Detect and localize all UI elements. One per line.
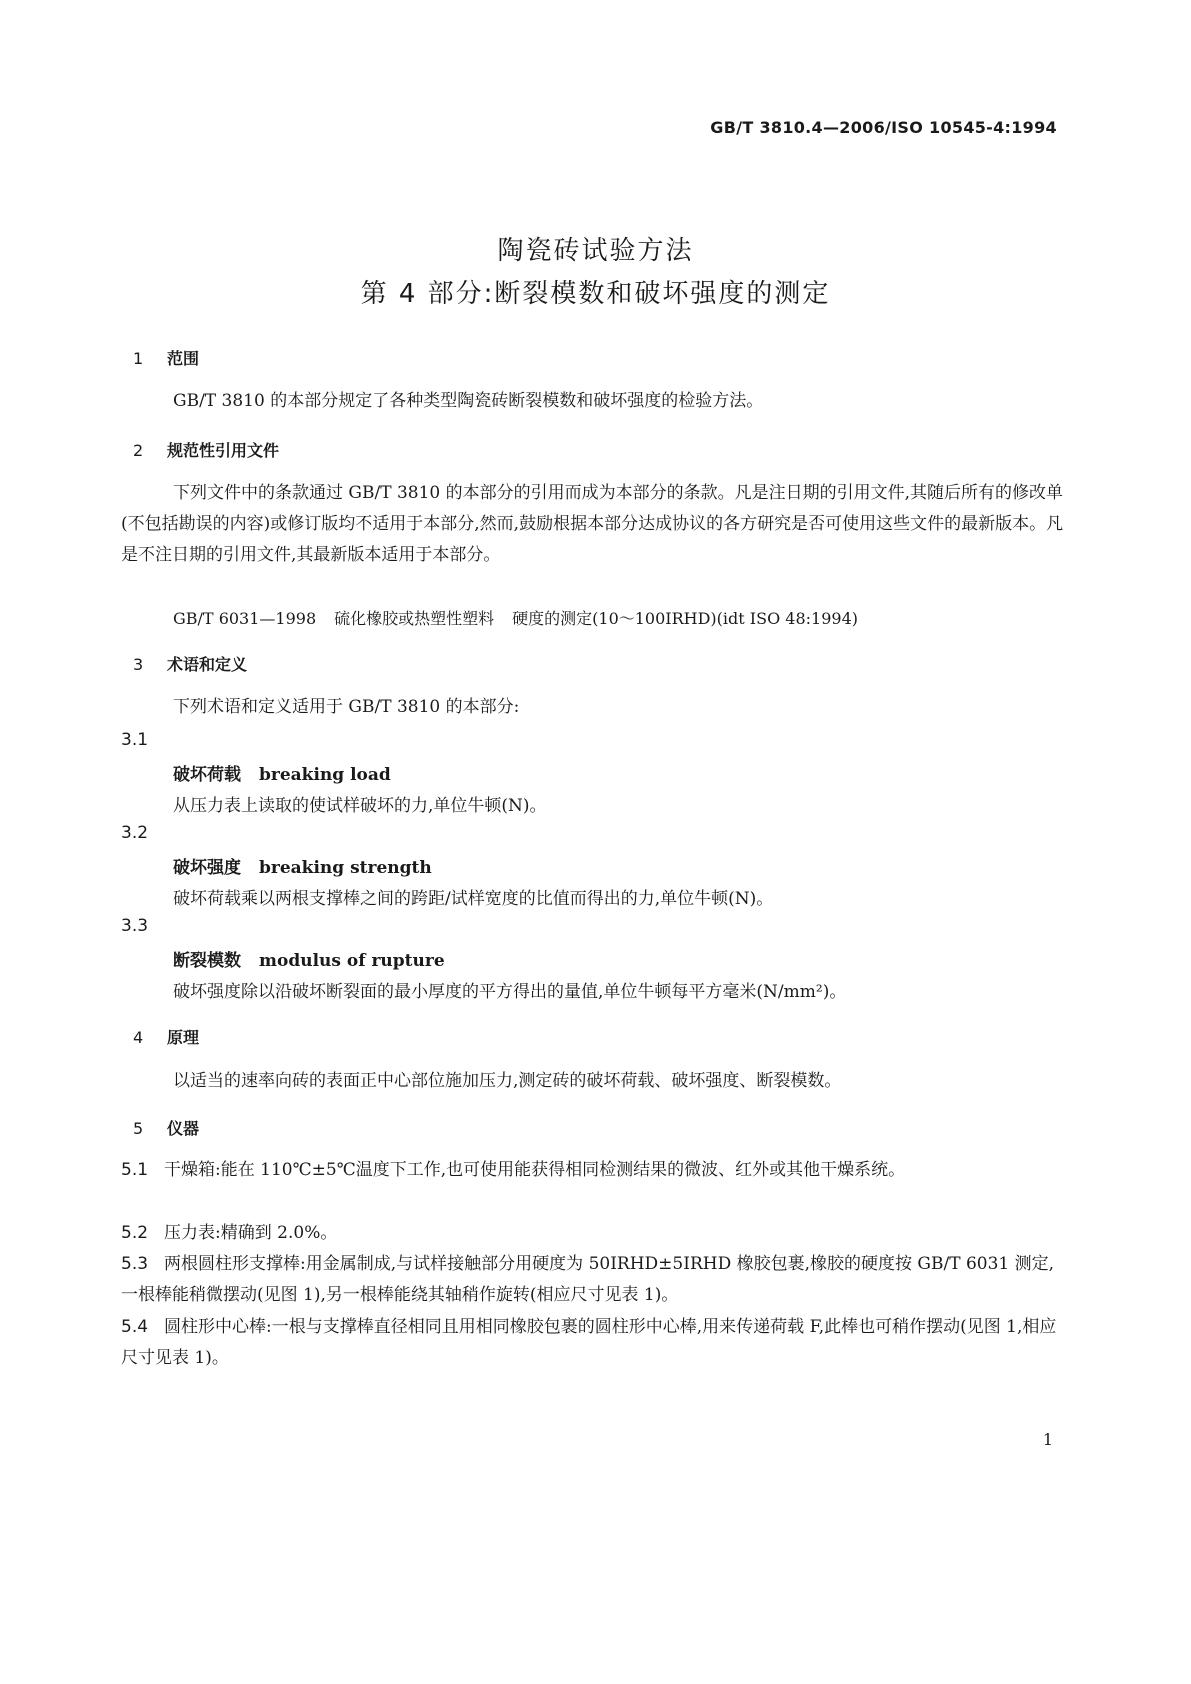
page-number: 1	[1042, 1430, 1053, 1449]
item-text: 圆柱形中心棒:一根与支撑棒直径相同且用相同橡胶包裹的圆柱形中心棒,用来传递荷载 F,此棒也可稍作摆动(见图 1,相应尺寸见表 1)。	[121, 1317, 1057, 1368]
term-zh: 破坏强度	[173, 858, 241, 878]
term-heading	[173, 853, 432, 878]
normative-reference	[173, 606, 876, 629]
term-en: breaking strength	[259, 858, 432, 878]
section-1-heading	[133, 346, 199, 369]
section-number: 3	[133, 655, 144, 674]
section-number: 2	[133, 441, 144, 460]
section-5-heading	[133, 1116, 199, 1139]
term-definition: 破坏荷载乘以两根支撑棒之间的跨距/试样宽度的比值而得出的力,单位牛顿(N)。	[173, 889, 774, 909]
standard-number: GB/T 3810.4—2006/ISO 10545-4:1994	[710, 118, 1057, 137]
section-4-text: 以适当的速率向砖的表面正中心部位施加压力,测定砖的破坏荷载、破坏强度、断裂模数。	[173, 1071, 842, 1091]
section-2-heading	[133, 438, 279, 461]
section-number: 1	[133, 349, 144, 368]
item-number: 5.3	[121, 1254, 149, 1274]
section-2-text: 下列文件中的条款通过 GB/T 3810 的本部分的引用而成为本部分的条款。凡是注日期的引用文件,其随后所有的修改单(不包括勘误的内容)或修订版均不适用于本部分,然而,鼓励根据本部分达成协议的各方研究是否可使用这些文件的最新版本。凡是不注日期的引用文件,其最新版本适用于本部分。	[121, 483, 1064, 565]
item-number: 5.2	[121, 1223, 149, 1243]
term-number: 3.3	[121, 916, 149, 936]
apparatus-item	[121, 1312, 1071, 1374]
term-zh: 断裂模数	[173, 951, 241, 971]
section-number: 5	[133, 1119, 144, 1138]
term-number: 3.2	[121, 823, 149, 843]
section-3-intro: 下列术语和定义适用于 GB/T 3810 的本部分:	[173, 697, 520, 717]
section-title: 术语和定义	[167, 655, 248, 674]
term-definition: 破坏强度除以沿破坏断裂面的最小厚度的平方得出的量值,单位牛顿每平方毫米(N/mm²)。	[173, 982, 847, 1002]
title-line-1: 陶瓷砖试验方法	[497, 236, 694, 266]
section-title: 规范性引用文件	[167, 441, 280, 460]
term-heading	[173, 946, 445, 971]
section-4-heading	[133, 1025, 199, 1048]
term-definition: 从压力表上读取的使试样破坏的力,单位牛顿(N)。	[173, 796, 547, 816]
reference-code: GB/T 6031—1998	[173, 609, 317, 628]
section-1-text: GB/T 3810 的本部分规定了各种类型陶瓷砖断裂模数和破坏强度的检验方法。	[173, 391, 764, 411]
term-zh: 破坏荷载	[173, 765, 241, 785]
item-text: 两根圆柱形支撑棒:用金属制成,与试样接触部分用硬度为 50IRHD±5IRHD 橡胶包裹,橡胶的硬度按 GB/T 6031 测定,一根棒能稍微摆动(见图 1),另一根棒能绕其轴稍作旋转(相应尺寸见表 1)。	[121, 1254, 1055, 1305]
title-line-2: 第 4 部分:断裂模数和破坏强度的测定	[360, 279, 831, 309]
term-en: modulus of rupture	[259, 951, 445, 971]
section-title: 范围	[167, 349, 200, 368]
apparatus-item	[121, 1218, 1071, 1249]
term-en: breaking load	[259, 765, 391, 785]
section-number: 4	[133, 1028, 144, 1047]
reference-name: 硫化橡胶或热塑性塑料	[334, 609, 495, 628]
term-heading	[173, 760, 391, 785]
apparatus-item	[121, 1249, 1071, 1311]
item-number: 5.1	[121, 1160, 149, 1180]
section-title: 仪器	[167, 1119, 200, 1138]
section-3-heading	[133, 652, 247, 675]
reference-detail: 硬度的测定(10～100IRHD)(idt ISO 48:1994)	[512, 609, 858, 628]
item-text: 干燥箱:能在 110℃±5℃温度下工作,也可使用能获得相同检测结果的微波、红外或其他干燥系统。	[164, 1160, 906, 1180]
item-number: 5.4	[121, 1317, 149, 1337]
section-title: 原理	[167, 1028, 200, 1047]
apparatus-item	[121, 1155, 1071, 1186]
item-text: 压力表:精确到 2.0%。	[164, 1223, 338, 1243]
term-number: 3.1	[121, 730, 149, 750]
